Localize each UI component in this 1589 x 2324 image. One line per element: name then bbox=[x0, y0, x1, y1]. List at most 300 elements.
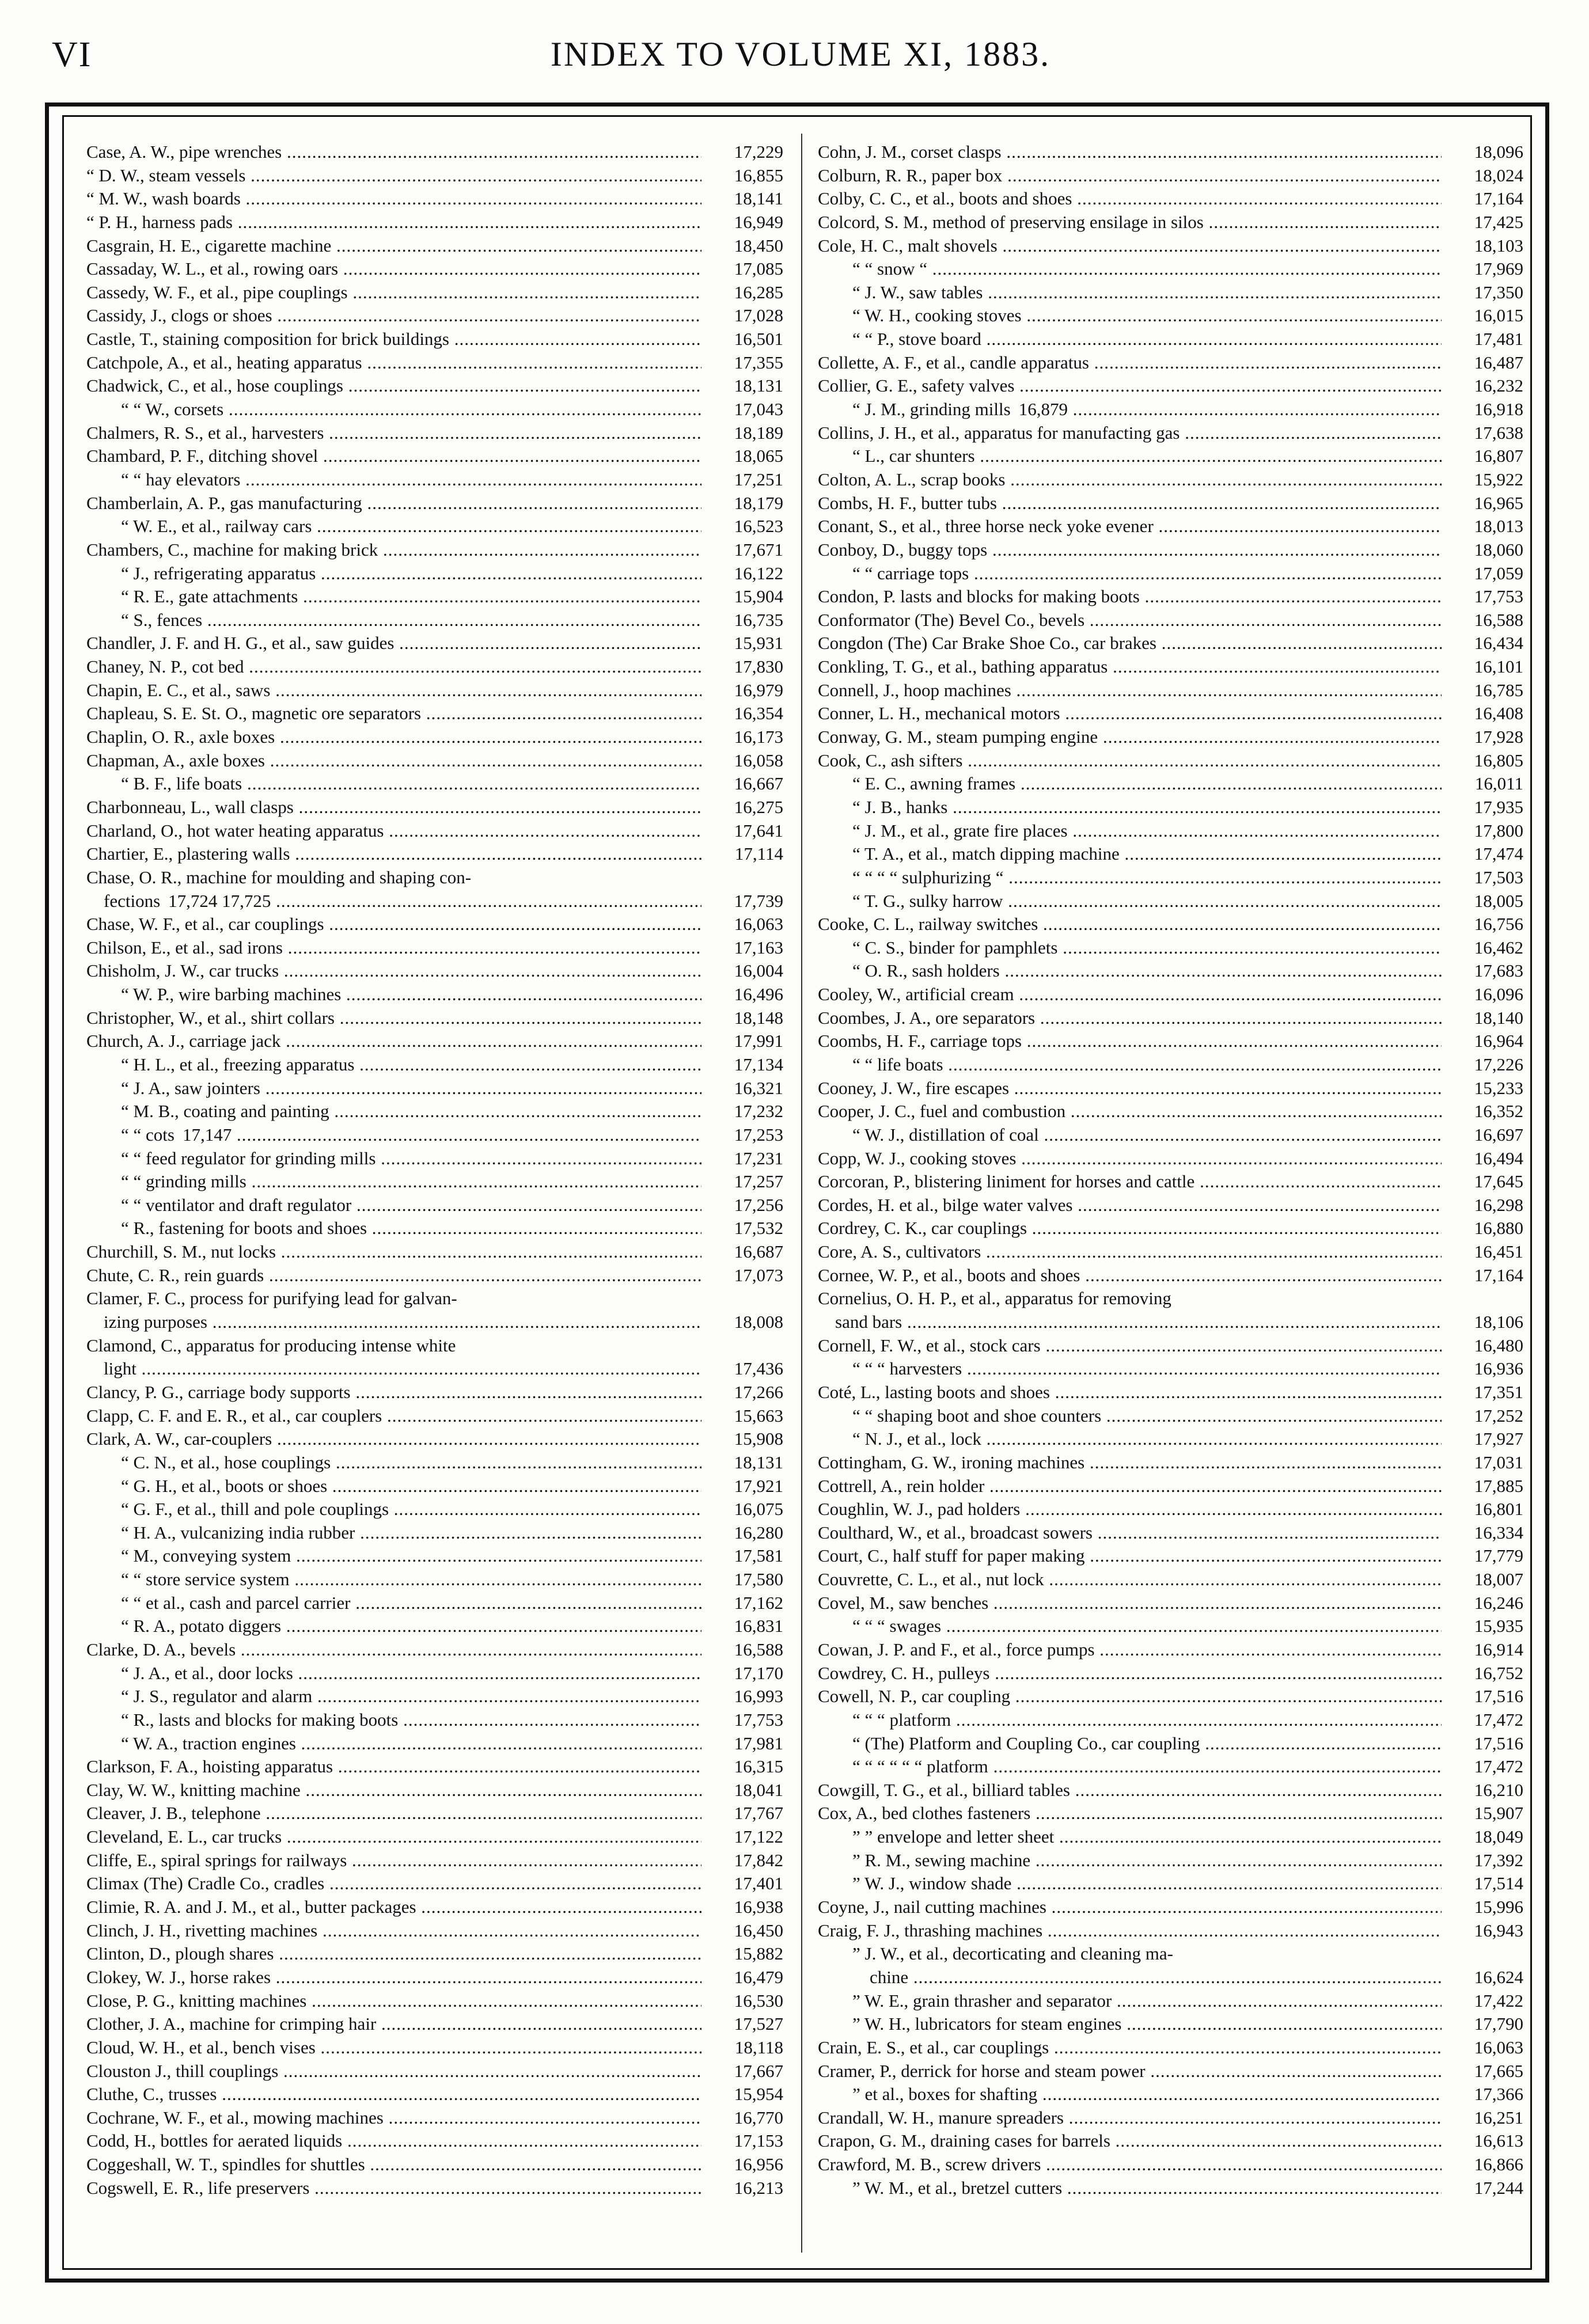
entry-text bbox=[86, 1544, 783, 1568]
index-entry bbox=[818, 468, 1523, 492]
entry-number: 16,063 bbox=[1442, 2036, 1523, 2060]
entry-label: Colton, A. L., scrap books bbox=[818, 469, 1006, 489]
entry-label: Conner, L. H., mechanical motors bbox=[818, 703, 1060, 724]
entry-label: Clother, J. A., machine for crimping hair bbox=[86, 2014, 377, 2034]
entry-text bbox=[818, 1732, 1523, 1756]
entry-text bbox=[818, 1896, 1523, 1919]
index-entry bbox=[86, 1147, 783, 1171]
entry-number: 16,004 bbox=[701, 959, 783, 983]
entry-label: ” J. W., et al., decorticating and cleaning ma- bbox=[852, 1943, 1173, 1964]
entry-text bbox=[818, 1966, 1523, 1989]
entry-number: 16,434 bbox=[1442, 632, 1523, 655]
entry-number: 16,752 bbox=[1442, 1662, 1523, 1685]
entry-label: Conway, G. M., steam pumping engine bbox=[818, 727, 1098, 747]
entry-text bbox=[818, 351, 1523, 375]
entry-number: 16,450 bbox=[701, 1919, 783, 1943]
entry-number: 16,075 bbox=[701, 1498, 783, 1521]
entry-text bbox=[818, 749, 1523, 773]
entry-text bbox=[818, 140, 1523, 164]
index-entry bbox=[86, 1381, 783, 1404]
entry-number: 16,588 bbox=[1442, 609, 1523, 632]
index-entry bbox=[86, 1592, 783, 1615]
index-entry bbox=[86, 1030, 783, 1053]
index-entry bbox=[86, 1779, 783, 1802]
entry-number: 17,073 bbox=[701, 1264, 783, 1288]
entry-text bbox=[818, 1264, 1523, 1288]
entry-number: 17,164 bbox=[1442, 1264, 1523, 1288]
entry-text bbox=[86, 164, 783, 188]
index-entry bbox=[86, 140, 783, 164]
index-entry bbox=[818, 234, 1523, 258]
entry-label: Coombes, J. A., ore separators bbox=[818, 1007, 1036, 1028]
entry-number: 18,450 bbox=[701, 234, 783, 258]
entry-label: Corcoran, P., blistering liniment for horses and cattle bbox=[818, 1171, 1195, 1192]
index-entry bbox=[818, 1732, 1523, 1756]
entry-number: 16,251 bbox=[1442, 2106, 1523, 2130]
entry-number: 17,031 bbox=[1442, 1451, 1523, 1475]
entry-number: 17,527 bbox=[701, 2012, 783, 2036]
entry-number: 16,285 bbox=[701, 281, 783, 305]
entry-text bbox=[86, 1732, 783, 1756]
entry-label: Couvrette, C. L., et al., nut lock bbox=[818, 1569, 1044, 1590]
entry-label: Chute, C. R., rein guards bbox=[86, 1264, 264, 1285]
index-entry bbox=[818, 726, 1523, 749]
entry-number: 16,530 bbox=[701, 1989, 783, 2013]
entry-label: Congdon (The) Car Brake Shoe Co., car brakes bbox=[818, 633, 1156, 654]
entry-text bbox=[818, 1685, 1523, 1708]
entry-number: 17,085 bbox=[701, 257, 783, 281]
entry-number: 16,101 bbox=[1442, 655, 1523, 679]
entry-number: 15,233 bbox=[1442, 1077, 1523, 1100]
index-entry bbox=[86, 819, 783, 843]
entry-number: 16,480 bbox=[1442, 1334, 1523, 1358]
entry-number: 17,392 bbox=[1442, 1849, 1523, 1873]
index-entry bbox=[818, 492, 1523, 515]
entry-number: 16,770 bbox=[701, 2106, 783, 2130]
entry-label: Coggeshall, W. T., spindles for shuttles bbox=[86, 2154, 365, 2175]
index-entry bbox=[818, 702, 1523, 726]
entry-label: “ D. W., steam vessels bbox=[86, 165, 246, 185]
entry-label: Cornee, W. P., et al., boots and shoes bbox=[818, 1264, 1080, 1285]
index-entry bbox=[86, 1732, 783, 1756]
entry-text bbox=[818, 328, 1523, 351]
entry-label: “ H. A., vulcanizing india rubber bbox=[121, 1522, 355, 1543]
entry-text bbox=[86, 1170, 783, 1194]
entry-label: Conformator (The) Bevel Co., bevels bbox=[818, 609, 1085, 630]
entry-label: Climie, R. A. and J. M., et al., butter packages bbox=[86, 1897, 416, 1917]
index-entry bbox=[818, 866, 1523, 890]
entry-label: “ E. C., awning frames bbox=[852, 773, 1016, 794]
entry-label: “ “ life boats bbox=[852, 1054, 943, 1074]
entry-text bbox=[818, 1123, 1523, 1147]
index-entry bbox=[86, 842, 783, 866]
entry-number: 18,049 bbox=[1442, 1825, 1523, 1849]
index-entry bbox=[86, 445, 783, 468]
entry-label: “ “ “ “ “ “ platform bbox=[852, 1756, 988, 1777]
entry-text bbox=[86, 374, 783, 398]
entry-number: 16,122 bbox=[701, 562, 783, 586]
entry-text bbox=[818, 1357, 1523, 1381]
index-entry bbox=[86, 2153, 783, 2177]
entry-number: 18,148 bbox=[701, 1007, 783, 1030]
entry-number: 16,979 bbox=[701, 679, 783, 702]
index-entry bbox=[86, 468, 783, 492]
entry-number: 18,065 bbox=[701, 445, 783, 468]
entry-text bbox=[818, 1475, 1523, 1498]
entry-label: “ M. W., wash boards bbox=[86, 188, 241, 209]
index-entry bbox=[86, 1357, 783, 1381]
entry-number: 15,922 bbox=[1442, 468, 1523, 492]
entry-label: Case, A. W., pipe wrenches bbox=[86, 142, 282, 162]
entry-label: Chase, W. F., et al., car couplings bbox=[86, 914, 324, 935]
entry-label: Chambers, C., machine for making brick bbox=[86, 539, 378, 560]
index-entry bbox=[818, 1638, 1523, 1662]
index-entry bbox=[818, 1217, 1523, 1240]
entry-label: Collier, G. E., safety valves bbox=[818, 375, 1015, 396]
entry-label: “ “ hay elevators bbox=[121, 469, 241, 489]
entry-label: Cliffe, E., spiral springs for railways bbox=[86, 1850, 347, 1870]
index-entry bbox=[818, 1147, 1523, 1171]
index-entry bbox=[86, 1966, 783, 1989]
entry-number: 18,024 bbox=[1442, 164, 1523, 188]
index-entry bbox=[86, 679, 783, 702]
entry-label: “ J., refrigerating apparatus bbox=[121, 563, 316, 583]
entry-label: ” W. H., lubricators for steam engines bbox=[852, 2014, 1122, 2034]
index-entry bbox=[86, 890, 783, 913]
entry-number: 15,907 bbox=[1442, 1802, 1523, 1825]
entry-text bbox=[818, 2012, 1523, 2036]
entry-number: 16,408 bbox=[1442, 702, 1523, 726]
index-entry bbox=[818, 1264, 1523, 1288]
index-entry bbox=[86, 234, 783, 258]
index-entry bbox=[818, 1685, 1523, 1708]
entry-text bbox=[818, 1053, 1523, 1077]
entry-label: Coyne, J., nail cutting machines bbox=[818, 1897, 1046, 1917]
entry-label: Clinton, D., plough shares bbox=[86, 1943, 274, 1964]
index-entry bbox=[818, 1615, 1523, 1638]
entry-number: 16,697 bbox=[1442, 1123, 1523, 1147]
index-entry bbox=[818, 1989, 1523, 2013]
entry-text bbox=[818, 2129, 1523, 2153]
entry-text bbox=[86, 1521, 783, 1545]
index-entry bbox=[86, 2012, 783, 2036]
entry-text bbox=[818, 562, 1523, 586]
entry-number: 16,352 bbox=[1442, 1100, 1523, 1123]
index-entry bbox=[86, 1475, 783, 1498]
index-entry bbox=[818, 2177, 1523, 2200]
index-column-right bbox=[818, 140, 1523, 2200]
entry-text bbox=[818, 1615, 1523, 1638]
entry-number: 16,096 bbox=[1442, 983, 1523, 1007]
index-entry bbox=[86, 726, 783, 749]
index-entry bbox=[86, 936, 783, 960]
index-entry bbox=[818, 1100, 1523, 1123]
index-entry bbox=[86, 1217, 783, 1240]
entry-label: “ “ carriage tops bbox=[852, 563, 969, 583]
entry-number: 17,885 bbox=[1442, 1475, 1523, 1498]
entry-text bbox=[86, 772, 783, 796]
index-entry bbox=[86, 1007, 783, 1030]
index-entry bbox=[86, 1544, 783, 1568]
entry-text bbox=[86, 1615, 783, 1638]
page-header bbox=[52, 35, 1549, 86]
entry-number: 17,401 bbox=[701, 1872, 783, 1896]
entry-text bbox=[86, 1030, 783, 1053]
index-entry bbox=[86, 1240, 783, 1264]
index-entry bbox=[818, 1592, 1523, 1615]
index-entry bbox=[86, 1311, 783, 1334]
entry-text bbox=[86, 234, 783, 258]
entry-label: “ W. P., wire barbing machines bbox=[121, 984, 342, 1005]
entry-text bbox=[818, 819, 1523, 843]
index-entry bbox=[86, 1170, 783, 1194]
entry-text bbox=[818, 983, 1523, 1007]
entry-label: “ “ et al., cash and parcel carrier bbox=[121, 1592, 351, 1613]
entry-number: 16,964 bbox=[1442, 1030, 1523, 1053]
entry-text bbox=[86, 468, 783, 492]
entry-label: “ C. N., et al., hose couplings bbox=[121, 1452, 331, 1472]
entry-label: Chilson, E., et al., sad irons bbox=[86, 937, 283, 958]
entry-text bbox=[818, 1919, 1523, 1943]
entry-label: Cassidy, J., clogs or shoes bbox=[86, 305, 272, 326]
entry-number: 17,514 bbox=[1442, 1872, 1523, 1896]
entry-label: fections bbox=[104, 890, 161, 911]
entry-text bbox=[818, 959, 1523, 983]
index-entry bbox=[818, 1708, 1523, 1732]
entry-text bbox=[86, 1287, 783, 1311]
entry-number: 17,474 bbox=[1442, 842, 1523, 866]
entry-label: “ “ “ platform bbox=[852, 1709, 951, 1730]
entry-text bbox=[818, 679, 1523, 702]
entry-number: 17,257 bbox=[701, 1170, 783, 1194]
entry-text bbox=[86, 398, 783, 421]
entry-label: Charbonneau, L., wall clasps bbox=[86, 796, 294, 817]
index-entry bbox=[818, 1451, 1523, 1475]
index-entry bbox=[818, 936, 1523, 960]
entry-number: 18,008 bbox=[701, 1311, 783, 1334]
index-entry bbox=[86, 796, 783, 819]
entry-label: “ “ “ swages bbox=[852, 1616, 942, 1636]
entry-text bbox=[818, 1779, 1523, 1802]
entry-text bbox=[818, 281, 1523, 305]
entry-label: “ O. R., sash holders bbox=[852, 960, 1000, 981]
index-entry bbox=[818, 1544, 1523, 1568]
entry-text bbox=[86, 1685, 783, 1708]
entry-text bbox=[818, 445, 1523, 468]
entry-label: “ R., lasts and blocks for making boots bbox=[121, 1709, 399, 1730]
entry-number: 17,581 bbox=[701, 1544, 783, 1568]
index-entry bbox=[818, 1030, 1523, 1053]
index-entry bbox=[818, 421, 1523, 445]
index-entry bbox=[86, 2083, 783, 2106]
entry-number: 16,965 bbox=[1442, 492, 1523, 515]
entry-label: Cassedy, W. F., et al., pipe couplings bbox=[86, 282, 348, 302]
index-entry bbox=[818, 913, 1523, 936]
entry-label: chine bbox=[870, 1966, 909, 1987]
entry-text bbox=[818, 468, 1523, 492]
entry-number: 17,351 bbox=[1442, 1381, 1523, 1404]
entry-text bbox=[86, 1662, 783, 1685]
entry-text bbox=[818, 2177, 1523, 2200]
index-entry bbox=[86, 398, 783, 421]
index-entry bbox=[818, 374, 1523, 398]
index-entry bbox=[818, 515, 1523, 538]
index-entry bbox=[86, 1264, 783, 1288]
entry-number: 17,665 bbox=[1442, 2060, 1523, 2083]
entry-text bbox=[86, 328, 783, 351]
entry-text bbox=[818, 2083, 1523, 2106]
entry-text bbox=[86, 1264, 783, 1288]
entry-number: 16,855 bbox=[701, 164, 783, 188]
entry-label: Chadwick, C., et al., hose couplings bbox=[86, 375, 343, 396]
index-entry bbox=[86, 2036, 783, 2060]
entry-number: 18,131 bbox=[701, 374, 783, 398]
index-entry bbox=[818, 328, 1523, 351]
index-entry bbox=[818, 2106, 1523, 2130]
index-entry bbox=[86, 1287, 783, 1311]
entry-number: 17,226 bbox=[1442, 1053, 1523, 1077]
entry-label: Cleveland, E. L., car trucks bbox=[86, 1826, 282, 1847]
index-entry bbox=[86, 1896, 783, 1919]
entry-text bbox=[818, 187, 1523, 211]
entry-number: 16,246 bbox=[1442, 1592, 1523, 1615]
entry-text bbox=[86, 1592, 783, 1615]
entry-label: “ “ P., stove board bbox=[852, 329, 981, 350]
entry-label: “ W. H., cooking stoves bbox=[852, 305, 1022, 326]
index-entry bbox=[86, 655, 783, 679]
entry-number: 16,918 bbox=[1442, 398, 1523, 421]
entry-label: Crapon, G. M., draining cases for barrels bbox=[818, 2131, 1110, 2151]
index-entry bbox=[818, 281, 1523, 305]
entry-number: 17,232 bbox=[701, 1100, 783, 1123]
entry-label: Colby, C. C., et al., boots and shoes bbox=[818, 188, 1072, 209]
entry-label: Chambard, P. F., ditching shovel bbox=[86, 446, 318, 466]
entry-label: “ J. A., saw jointers bbox=[121, 1077, 260, 1098]
index-entry bbox=[818, 796, 1523, 819]
entry-text bbox=[86, 585, 783, 609]
entry-text bbox=[86, 2106, 783, 2130]
index-entry bbox=[818, 1779, 1523, 1802]
entry-text bbox=[86, 2060, 783, 2083]
entry-extra-number: 17,147 bbox=[182, 1124, 232, 1145]
entry-text bbox=[818, 585, 1523, 609]
entry-text bbox=[86, 538, 783, 562]
entry-text bbox=[818, 1544, 1523, 1568]
entry-number: 15,931 bbox=[701, 632, 783, 655]
index-entry bbox=[818, 632, 1523, 655]
entry-number: 17,981 bbox=[701, 1732, 783, 1756]
index-entry bbox=[86, 492, 783, 515]
entry-text bbox=[86, 1217, 783, 1240]
index-entry bbox=[818, 1123, 1523, 1147]
entry-label: Codd, H., bottles for aerated liquids bbox=[86, 2131, 343, 2151]
entry-label: Cordrey, C. K., car couplings bbox=[818, 1218, 1027, 1239]
entry-text bbox=[86, 2036, 783, 2060]
entry-label: Chapleau, S. E. St. O., magnetic ore separators bbox=[86, 703, 422, 724]
index-entry bbox=[818, 164, 1523, 188]
entry-text bbox=[86, 842, 783, 866]
entry-label: Clarkson, F. A., hoisting apparatus bbox=[86, 1756, 333, 1777]
index-entry bbox=[818, 1896, 1523, 1919]
entry-number: 16,785 bbox=[1442, 679, 1523, 702]
entry-text bbox=[818, 1568, 1523, 1592]
entry-label: Colburn, R. R., paper box bbox=[818, 165, 1003, 185]
entry-number: 16,462 bbox=[1442, 936, 1523, 960]
entry-number: 17,790 bbox=[1442, 2012, 1523, 2036]
entry-number: 16,624 bbox=[1442, 1966, 1523, 1989]
index-entry bbox=[818, 140, 1523, 164]
entry-number: 16,914 bbox=[1442, 1638, 1523, 1662]
entry-text bbox=[86, 1100, 783, 1123]
entry-text bbox=[818, 2106, 1523, 2130]
entry-number: 18,140 bbox=[1442, 1007, 1523, 1030]
entry-label: “ “ shaping boot and shoe counters bbox=[852, 1405, 1102, 1426]
index-entry bbox=[86, 1638, 783, 1662]
entry-text bbox=[86, 1334, 783, 1358]
index-entry bbox=[86, 702, 783, 726]
entry-text bbox=[818, 1007, 1523, 1030]
entry-number: 17,422 bbox=[1442, 1989, 1523, 2013]
entry-text bbox=[86, 1404, 783, 1428]
entry-label: Chapin, E. C., et al., saws bbox=[86, 679, 271, 700]
entry-number: 17,481 bbox=[1442, 328, 1523, 351]
entry-number: 17,252 bbox=[1442, 1404, 1523, 1428]
entry-number: 18,060 bbox=[1442, 538, 1523, 562]
entry-text bbox=[86, 187, 783, 211]
index-entry bbox=[818, 257, 1523, 281]
entry-text bbox=[818, 1147, 1523, 1171]
entry-label: Cooley, W., artificial cream bbox=[818, 984, 1014, 1005]
entry-number: 17,028 bbox=[701, 304, 783, 328]
entry-label: “ “ grinding mills bbox=[121, 1171, 246, 1192]
entry-label: “ “ “ “ sulphurizing “ bbox=[852, 867, 1004, 887]
entry-label: “ “ ventilator and draft regulator bbox=[121, 1194, 352, 1215]
column-divider bbox=[801, 134, 802, 2253]
entry-number: 15,996 bbox=[1442, 1896, 1523, 1919]
index-entry bbox=[86, 1802, 783, 1825]
entry-number: 18,141 bbox=[701, 187, 783, 211]
entry-number: 17,641 bbox=[701, 819, 783, 843]
entry-number: 17,532 bbox=[701, 1217, 783, 1240]
entry-number: 17,153 bbox=[701, 2129, 783, 2153]
entry-label: Close, P. G., knitting machines bbox=[86, 1990, 307, 2011]
index-entry bbox=[86, 304, 783, 328]
entry-number: 16,173 bbox=[701, 726, 783, 749]
entry-label: Christopher, W., et al., shirt collars bbox=[86, 1007, 335, 1028]
entry-label: Court, C., half stuff for paper making bbox=[818, 1545, 1085, 1566]
index-entry bbox=[86, 351, 783, 375]
entry-text bbox=[86, 1123, 783, 1147]
entry-label: Chaney, N. P., cot bed bbox=[86, 656, 244, 677]
index-entry bbox=[86, 1427, 783, 1451]
index-entry bbox=[818, 562, 1523, 586]
entry-text bbox=[86, 304, 783, 328]
entry-label: Craig, F. J., thrashing machines bbox=[818, 1920, 1043, 1941]
entry-label: Combs, H. F., butter tubs bbox=[818, 492, 997, 513]
index-entry bbox=[86, 1568, 783, 1592]
entry-text bbox=[86, 1849, 783, 1873]
entry-label: Climax (The) Cradle Co., cradles bbox=[86, 1873, 325, 1894]
entry-label: Cleaver, J. B., telephone bbox=[86, 1803, 261, 1824]
entry-text bbox=[818, 1592, 1523, 1615]
index-entry bbox=[86, 1451, 783, 1475]
index-entry bbox=[818, 1755, 1523, 1779]
entry-label: “ R., fastening for boots and shoes bbox=[121, 1218, 367, 1239]
entry-text bbox=[818, 1170, 1523, 1194]
entry-label: Condon, P. lasts and blocks for making boots bbox=[818, 586, 1140, 607]
entry-label: Cowan, J. P. and F., et al., force pumps bbox=[818, 1639, 1095, 1660]
index-entry bbox=[818, 445, 1523, 468]
